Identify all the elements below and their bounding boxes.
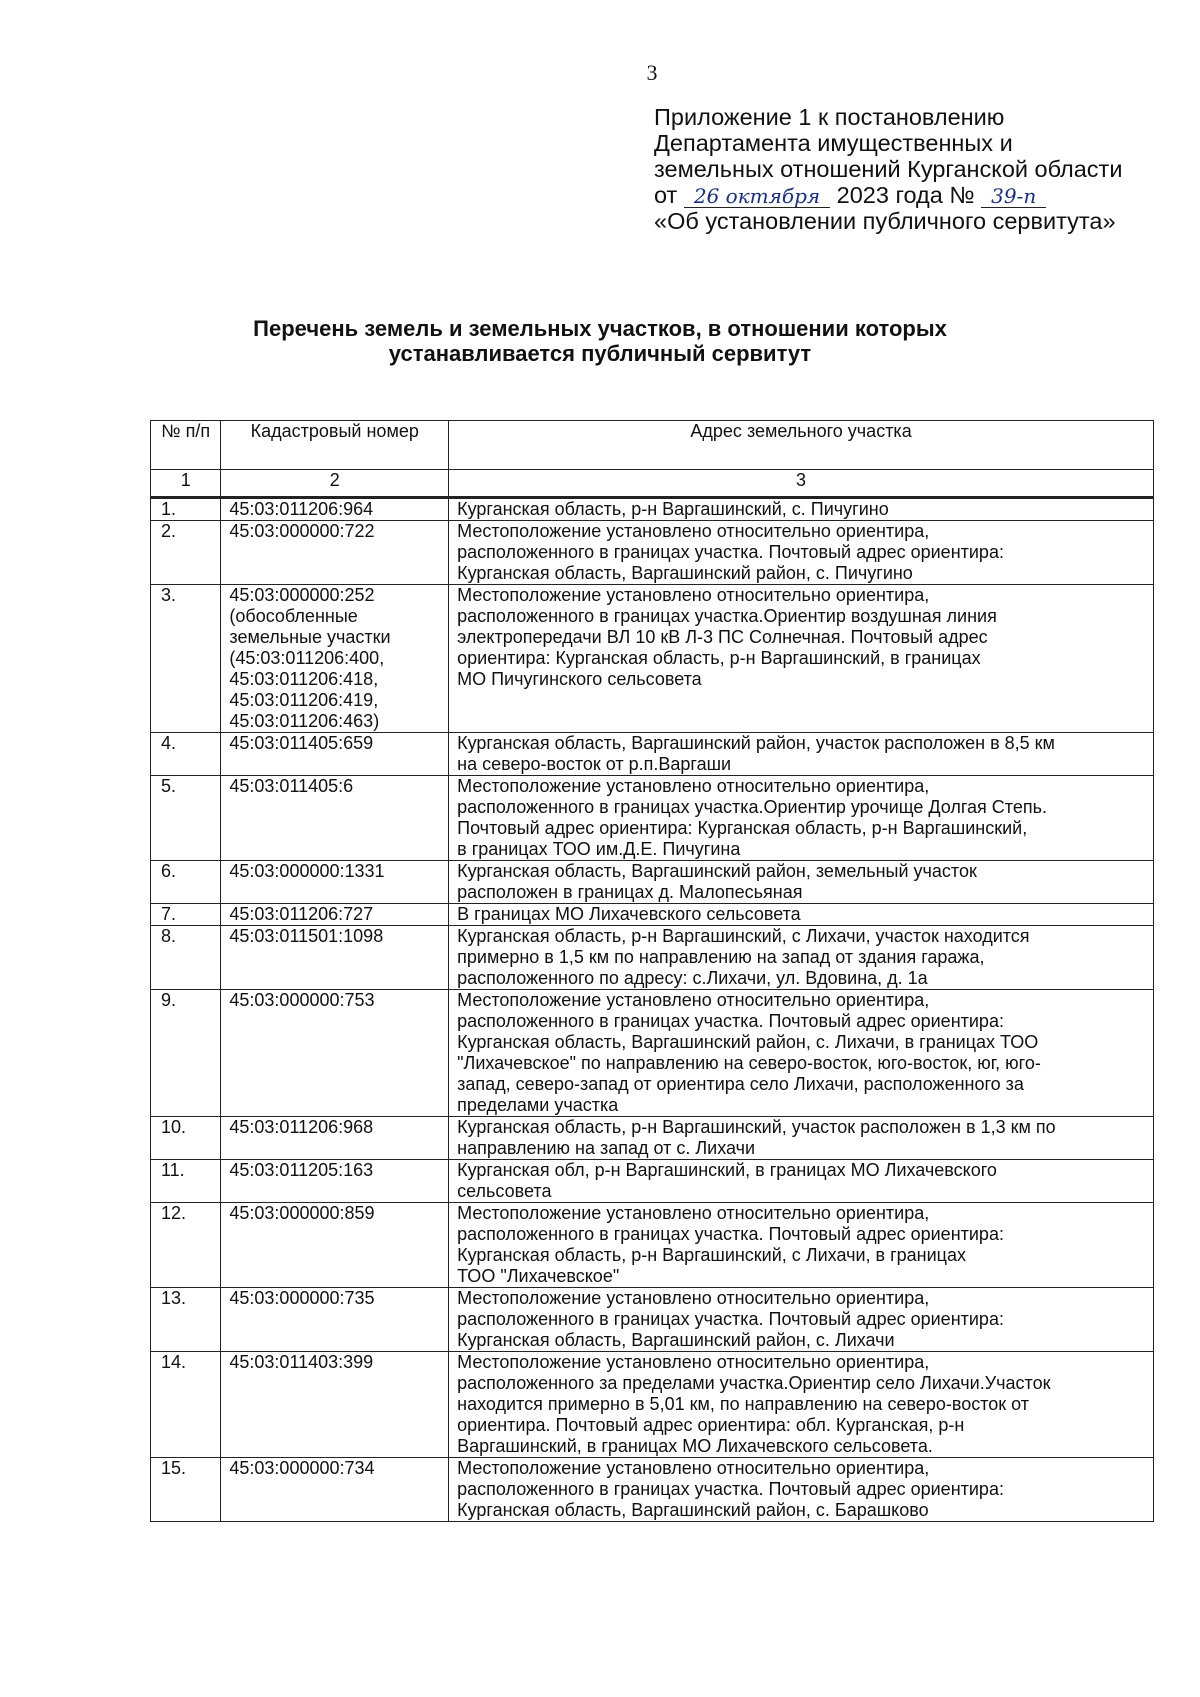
plot-address: Курганская область, р-н Варгашинский, участок расположен в 1,3 км по направлению на запад от с. Лихачи — [449, 1117, 1154, 1160]
page-number: 3 — [646, 60, 658, 85]
appendix-line-1: Приложение 1 к постановлению — [654, 104, 1005, 130]
table-row — [151, 990, 1154, 1117]
row-number: 15. — [151, 1458, 221, 1522]
handwritten-date: 26 октября — [684, 185, 830, 208]
plot-address: Курганская область, Варгашинский район, земельный участок расположен в границах д. Малопесьяная — [449, 861, 1154, 904]
col-number-2: 2 — [221, 470, 449, 498]
table-body — [151, 498, 1154, 1522]
cadastral-number: 45:03:011501:1098 — [221, 926, 449, 990]
plot-address: Местоположение установлено относительно ориентира, расположенного в границах участка. Почтовый адрес ориентира: Курганская область, Варгашинский район, с. Барашково — [449, 1458, 1154, 1522]
col-number-1: 1 — [151, 470, 221, 498]
plot-address: Курганская область, р-н Варгашинский, с. Пичугино — [449, 498, 1154, 521]
table-row — [151, 498, 1154, 521]
row-number: 12. — [151, 1203, 221, 1288]
cadastral-number: 45:03:000000:753 — [221, 990, 449, 1117]
row-number: 9. — [151, 990, 221, 1117]
table-row — [151, 1288, 1154, 1352]
row-number: 6. — [151, 861, 221, 904]
title-line-2: устанавливается публичный сервитут — [388, 341, 812, 366]
appendix-line-3: земельных отношений Курганской области — [654, 156, 1123, 182]
appendix-line-2: Департамента имущественных и — [654, 130, 1013, 156]
plot-address: В границах МО Лихачевского сельсовета — [449, 904, 1154, 926]
cadastral-number: 45:03:011405:6 — [221, 776, 449, 861]
row-number: 13. — [151, 1288, 221, 1352]
table-column-numbers-row — [151, 470, 1154, 498]
row-number: 3. — [151, 585, 221, 733]
plot-address: Местоположение установлено относительно ориентира, расположенного в границах участка.Ориентир урочище Долгая Степь. Почтовый адрес ориентира: Курганская область, р-н Варгашинский, в границах ТОО им.Д.Е. Пичугина — [449, 776, 1154, 861]
header-cadastral: Кадастровый номер — [221, 421, 449, 470]
table-row — [151, 861, 1154, 904]
appendix-date-line — [654, 182, 1174, 208]
cadastral-number: 45:03:011405:659 — [221, 733, 449, 776]
plot-address: Курганская область, Варгашинский район, участок расположен в 8,5 км на северо-восток от р.п.Варгаши — [449, 733, 1154, 776]
cadastral-number: 45:03:011206:968 — [221, 1117, 449, 1160]
table-row — [151, 1160, 1154, 1203]
year-text: 2023 года № — [836, 182, 975, 208]
cadastral-number: 45:03:000000:252 (обособленные земельные участки (45:03:011206:400, 45:03:011206:418, 45:03:011206:419, 45:03:011206:463) — [221, 585, 449, 733]
appendix-header — [654, 104, 1174, 234]
from-label: от — [654, 182, 678, 208]
table-row — [151, 1352, 1154, 1458]
table-header-row — [151, 421, 1154, 470]
cadastral-number: 45:03:000000:859 — [221, 1203, 449, 1288]
plot-address: Местоположение установлено относительно ориентира, расположенного в границах участка. Почтовый адрес ориентира: Курганская область, Варгашинский район, с. Лихачи — [449, 1288, 1154, 1352]
row-number: 10. — [151, 1117, 221, 1160]
plot-address: Местоположение установлено относительно ориентира, расположенного за пределами участка.Ориентир село Лихачи.Участок находится примерно в 5,01 км, по направлению на северо-восток от ориентира. Почтовый адрес ориентира: обл. Курганская, р-н Варгашинский, в границах МО Лихачевского сельсовета. — [449, 1352, 1154, 1458]
plot-address: Местоположение установлено относительно ориентира, расположенного в границах участка. Почтовый адрес ориентира: Курганская область, р-н Варгашинский, с Лихачи, в границах ТОО "Лихачевское" — [449, 1203, 1154, 1288]
row-number: 2. — [151, 521, 221, 585]
table-row — [151, 1117, 1154, 1160]
land-plots-table — [150, 420, 1154, 1522]
handwritten-number: 39-п — [981, 185, 1046, 208]
table-row — [151, 1458, 1154, 1522]
plot-address: Курганская обл, р-н Варгашинский, в границах МО Лихачевского сельсовета — [449, 1160, 1154, 1203]
cadastral-number: 45:03:011403:399 — [221, 1352, 449, 1458]
plot-address: Местоположение установлено относительно ориентира, расположенного в границах участка. Почтовый адрес ориентира: Курганская область, Варгашинский район, с. Лихачи, в границах ТОО "Лихачевское" по направлению на северо-восток, юго-восток, юг, юго- запад, северо-запад от ориентира село Лихачи, расположенного за пределами участка — [449, 990, 1154, 1117]
row-number: 11. — [151, 1160, 221, 1203]
table-row — [151, 585, 1154, 733]
col-number-3: 3 — [449, 470, 1154, 498]
table-row — [151, 1203, 1154, 1288]
cadastral-number: 45:03:000000:735 — [221, 1288, 449, 1352]
row-number: 4. — [151, 733, 221, 776]
cadastral-number: 45:03:000000:1331 — [221, 861, 449, 904]
row-number: 8. — [151, 926, 221, 990]
row-number: 7. — [151, 904, 221, 926]
cadastral-number: 45:03:011206:727 — [221, 904, 449, 926]
plot-address: Местоположение установлено относительно ориентира, расположенного в границах участка. Почтовый адрес ориентира: Курганская область, Варгашинский район, с. Пичугино — [449, 521, 1154, 585]
table-row — [151, 521, 1154, 585]
table-row — [151, 926, 1154, 990]
row-number: 1. — [151, 498, 221, 521]
cadastral-number: 45:03:011206:964 — [221, 498, 449, 521]
cadastral-number: 45:03:000000:734 — [221, 1458, 449, 1522]
header-num: № п/п — [151, 421, 221, 470]
plot-address: Местоположение установлено относительно ориентира, расположенного в границах участка.Ориентир воздушная линия электропередачи ВЛ 10 кВ Л-3 ПС Солнечная. Почтовый адрес ориентира: Курганская область, р-н Варгашинский, в границах МО Пичугинского сельсовета — [449, 585, 1154, 733]
title-line-1: Перечень земель и земельных участков, в отношении которых — [253, 316, 947, 341]
appendix-line-5: «Об установлении публичного сервитута» — [654, 208, 1116, 234]
plot-address: Курганская область, р-н Варгашинский, с Лихачи, участок находится примерно в 1,5 км по направлению на запад от здания гаража, расположенного по адресу: с.Лихачи, ул. Вдовина, д. 1а — [449, 926, 1154, 990]
table-row — [151, 904, 1154, 926]
table-row — [151, 733, 1154, 776]
document-title — [150, 316, 1050, 366]
header-address: Адрес земельного участка — [449, 421, 1154, 470]
cadastral-number: 45:03:000000:722 — [221, 521, 449, 585]
table-row — [151, 776, 1154, 861]
row-number: 14. — [151, 1352, 221, 1458]
row-number: 5. — [151, 776, 221, 861]
cadastral-number: 45:03:011205:163 — [221, 1160, 449, 1203]
